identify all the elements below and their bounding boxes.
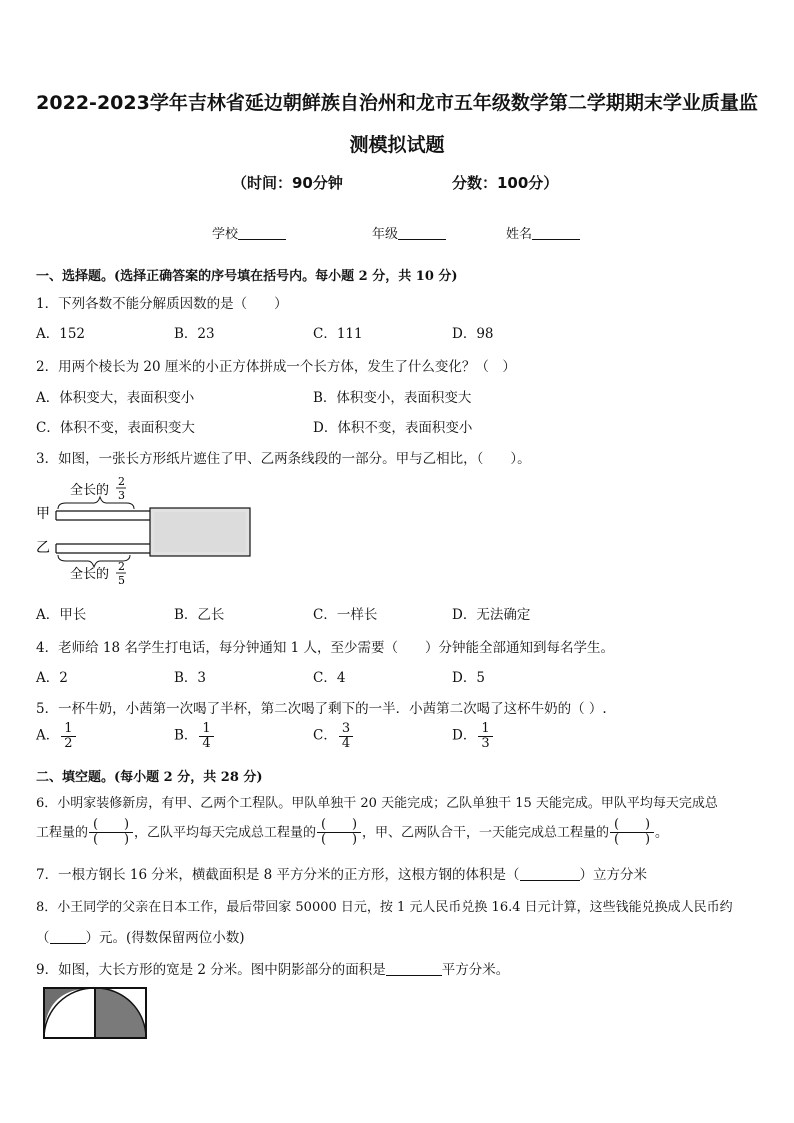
q5-a-num: 1 — [64, 721, 73, 736]
q3-stem: 3．如图，一张长方形纸片遮住了甲、乙两条线段的一部分。甲与乙相比，（ ）。 — [36, 451, 531, 467]
yi-label: 乙 — [36, 540, 50, 556]
top-frac-den: 3 — [118, 489, 125, 502]
name-field — [506, 223, 580, 242]
q4-option-d: D．5 — [452, 670, 485, 686]
q5-b-label: B． — [174, 727, 198, 744]
q5-d-fraction — [478, 722, 492, 750]
q5-b-fraction — [199, 722, 213, 750]
q5-option-a — [36, 722, 78, 750]
exam-score: 分数：100分） — [452, 174, 559, 192]
q8-pre: （ — [36, 930, 50, 946]
bottom-frac-den: 5 — [118, 574, 125, 587]
section-choice-heading: 一、选择题。(选择正确答案的序号填在括号内。每小题 2 分，共 10 分) — [36, 269, 458, 284]
q3-option-b: B．乙长 — [174, 607, 225, 623]
q5-a-label: A． — [36, 727, 60, 744]
exam-time: （时间：90分钟 — [232, 174, 343, 192]
q7-answer-blank[interactable] — [520, 866, 580, 881]
q4-stem: 4．老师给 18 名学生打电话，每分钟通知 1 人，至少需要（ ）分钟能全部通知到每名学生。 — [36, 640, 615, 656]
q8-line1: 8．小王同学的父亲在日本工作，最后带回家 50000 日元，按 1 元人民币兑换 16.4 日元计算，这些钱能兑换成人民币约 — [36, 900, 733, 915]
q2-option-d: D．体积不变，表面积变小 — [313, 420, 473, 436]
q5-b-num: 1 — [202, 721, 211, 736]
q5-c-label: C． — [313, 727, 337, 744]
q4-option-c: C．4 — [313, 670, 346, 686]
name-blank[interactable] — [532, 225, 580, 240]
q5-a-fraction — [61, 722, 75, 750]
q9-answer-blank[interactable] — [386, 961, 442, 976]
q1-stem: 1．下列各数不能分解质因数的是（ ） — [36, 296, 288, 312]
q6-blank-fraction-3[interactable]: ( ) ( ) — [610, 818, 654, 848]
q5-option-c — [313, 722, 355, 750]
top-whole-label: 全长的 — [70, 483, 110, 498]
q5-d-label: D． — [452, 727, 477, 744]
q4-option-b: B．3 — [174, 670, 207, 686]
q6-blank-fraction-1[interactable]: ( ) ( ) — [89, 818, 133, 848]
q3-option-c: C．一样长 — [313, 607, 378, 623]
q1-option-a: A．152 — [36, 326, 86, 342]
right-shaded-quarter — [96, 988, 146, 1038]
left-shaded-corner — [44, 988, 94, 1038]
grade-field — [372, 223, 446, 242]
q8-answer-blank[interactable] — [50, 929, 86, 944]
q1-option-c: C．111 — [313, 326, 363, 342]
name-label: 姓名 — [506, 227, 533, 242]
q6-line2 — [36, 818, 668, 848]
q5-d-num: 1 — [481, 721, 490, 736]
grade-blank[interactable] — [398, 225, 446, 240]
q8-line2 — [36, 926, 245, 946]
bottom-frac-num: 2 — [118, 560, 125, 573]
q9-stem — [36, 958, 509, 978]
q5-stem: 5．一杯牛奶，小茜第一次喝了半杯，第二次喝了剩下的一半．小茜第二次喝了这杯牛奶的（ ）. — [36, 701, 607, 717]
q5-c-fraction — [339, 722, 353, 750]
q6-part4: 。 — [655, 825, 669, 841]
jia-label: 甲 — [36, 506, 50, 522]
q4-option-a: A．2 — [36, 670, 68, 686]
q3-segment-figure — [34, 474, 254, 592]
q2-option-c: C．体积不变，表面积变大 — [36, 420, 195, 436]
school-field — [212, 223, 286, 242]
q2-option-b: B．体积变小，表面积变大 — [313, 390, 472, 406]
q6-line1: 6．小明家装修新房，有甲、乙两个工程队。甲队单独干 20 天能完成；乙队单独干 15 天能完成。甲队平均每天完成总 — [36, 796, 718, 811]
paper-texture — [154, 512, 246, 552]
q9-post: 平方分米。 — [441, 962, 510, 978]
q7-pre: 7．一根方钢长 16 分米，横截面积是 8 平方分米的正方形，这根方钢的体积是（ — [36, 867, 520, 883]
q8-post: ）元。(得数保留两位小数) — [85, 930, 245, 946]
q6-blank-fraction-2[interactable]: ( ) ( ) — [317, 818, 361, 848]
q9-pre: 9．如图，大长方形的宽是 2 分米。图中阴影部分的面积是 — [36, 962, 386, 978]
q6-part1: 工程量的 — [36, 825, 89, 841]
exam-title-line2: 测模拟试题 — [349, 134, 445, 156]
q1-option-d: D．98 — [452, 326, 494, 342]
q3-option-a: A．甲长 — [36, 607, 87, 623]
q1-option-b: B．23 — [174, 326, 215, 342]
q5-option-d — [452, 722, 495, 750]
q7-stem — [36, 863, 647, 883]
q5-d-den: 3 — [481, 735, 490, 751]
bottom-whole-label: 全长的 — [70, 567, 110, 582]
school-blank[interactable] — [238, 225, 286, 240]
q5-option-b — [174, 722, 216, 750]
q2-option-a: A．体积变大，表面积变小 — [36, 390, 195, 406]
q6-part3: ，甲、乙两队合干，一天能完成总工程量的 — [362, 825, 610, 841]
q6-part2: ，乙队平均每天完成总工程量的 — [134, 825, 317, 841]
section-fill-heading: 二、填空题。(每小题 2 分，共 28 分) — [36, 770, 263, 785]
top-frac-num: 2 — [118, 475, 125, 488]
q2-stem: 2．用两个棱长为 20 厘米的小正方体拼成一个长方体，发生了什么变化？（ ） — [36, 359, 516, 375]
q5-a-den: 2 — [64, 735, 73, 751]
q5-c-num: 3 — [341, 721, 351, 736]
q5-b-den: 4 — [202, 735, 211, 751]
q7-post: ）立方分米 — [579, 867, 648, 883]
grade-label: 年级 — [372, 227, 399, 242]
q3-option-d: D．无法确定 — [452, 607, 531, 623]
school-label: 学校 — [212, 227, 239, 242]
q5-c-den: 4 — [341, 735, 351, 751]
q9-rectangle-figure — [42, 986, 150, 1042]
exam-title-line1: 2022-2023学年吉林省延边朝鲜族自治州和龙市五年级数学第二学期期末学业质量监 — [36, 92, 758, 114]
